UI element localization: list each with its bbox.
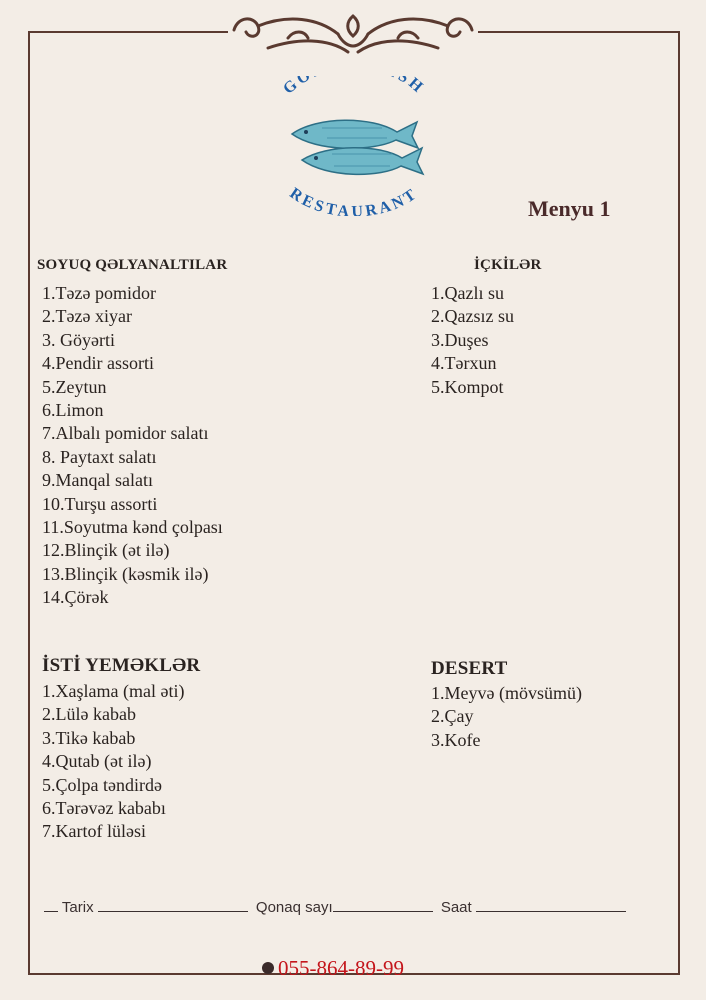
guests-line bbox=[333, 898, 433, 912]
list-item: 5.Zeytun bbox=[42, 376, 107, 397]
phone-number bbox=[262, 956, 404, 981]
list-item: 7.Kartof lüləsi bbox=[42, 821, 146, 842]
list-item: 6.Tərəvəz kababı bbox=[42, 798, 166, 819]
list-item: 2.Lülə kabab bbox=[42, 704, 136, 725]
list-item: 7.Albalı pomidor salatı bbox=[42, 423, 209, 444]
list-item: 13.Blinçik (kəsmik ilə) bbox=[42, 563, 209, 584]
svg-text:GOLDEN FISH bbox=[280, 76, 428, 98]
dessert-title: DESERT bbox=[431, 658, 508, 679]
list-item: 6.Limon bbox=[42, 400, 104, 421]
cold-snacks-title: SOYUQ QƏLYANALTILAR bbox=[37, 257, 228, 273]
list-item: 3.Kofe bbox=[431, 729, 481, 750]
list-item: 3.Duşes bbox=[431, 329, 489, 350]
fish-icon bbox=[292, 120, 423, 174]
date-label: Tarix bbox=[61, 899, 94, 916]
list-item: 9.Manqal salatı bbox=[42, 470, 153, 491]
list-item: 2.Qazsız su bbox=[431, 306, 514, 327]
logo-text-top: GO SH bbox=[280, 76, 428, 98]
top-ornament bbox=[228, 8, 478, 60]
phone-text: 055-864-89-99 bbox=[278, 956, 404, 980]
date-line bbox=[98, 898, 248, 912]
list-item: 3.Tikə kabab bbox=[42, 727, 136, 748]
svg-text:RESTAURANT bbox=[287, 185, 422, 216]
hot-dishes-title: İSTİ YEMƏKLƏR bbox=[42, 655, 201, 676]
list-item: 1.Meyvə (mövsümü) bbox=[431, 683, 582, 703]
cold-snacks-list bbox=[42, 282, 223, 610]
list-item: 4.Qutab (ət ilə) bbox=[42, 751, 152, 772]
footer-form bbox=[44, 898, 626, 916]
hot-dishes-list bbox=[42, 680, 184, 844]
list-item: 10.Turşu assorti bbox=[42, 493, 158, 514]
list-item: 12.Blinçik (ət ilə) bbox=[42, 540, 170, 561]
list-item: 1.Təzə pomidor bbox=[42, 283, 156, 303]
drinks-title: İÇKİLƏR bbox=[474, 257, 542, 273]
time-label: Saat bbox=[440, 899, 472, 916]
list-item: 1.Xaşlama (mal əti) bbox=[42, 681, 185, 701]
list-item: 8. Paytaxt salatı bbox=[42, 446, 157, 467]
list-item: 4.Pendir assorti bbox=[42, 353, 154, 374]
list-item: 5.Kompot bbox=[431, 376, 504, 397]
list-item: 5.Çolpa təndirdə bbox=[42, 774, 162, 795]
list-item: 1.Qazlı su bbox=[431, 283, 504, 303]
list-item: 4.Tərxun bbox=[431, 353, 497, 374]
list-item: 14.Çörək bbox=[42, 587, 109, 608]
phone-icon bbox=[262, 962, 274, 974]
menu-title: Menyu 1 bbox=[528, 196, 611, 221]
drinks-list bbox=[431, 282, 514, 399]
list-item: 2.Təzə xiyar bbox=[42, 306, 132, 327]
logo-text-bottom: RESTAURANT bbox=[286, 184, 422, 216]
time-line bbox=[476, 898, 626, 912]
list-item: 3. Göyərti bbox=[42, 329, 115, 350]
guests-label: Qonaq sayı bbox=[255, 899, 333, 916]
restaurant-logo bbox=[262, 76, 444, 216]
list-item: 11.Soyutma kənd çolpası bbox=[42, 517, 223, 538]
list-item: 2.Çay bbox=[431, 706, 474, 727]
dessert-list bbox=[431, 682, 582, 752]
